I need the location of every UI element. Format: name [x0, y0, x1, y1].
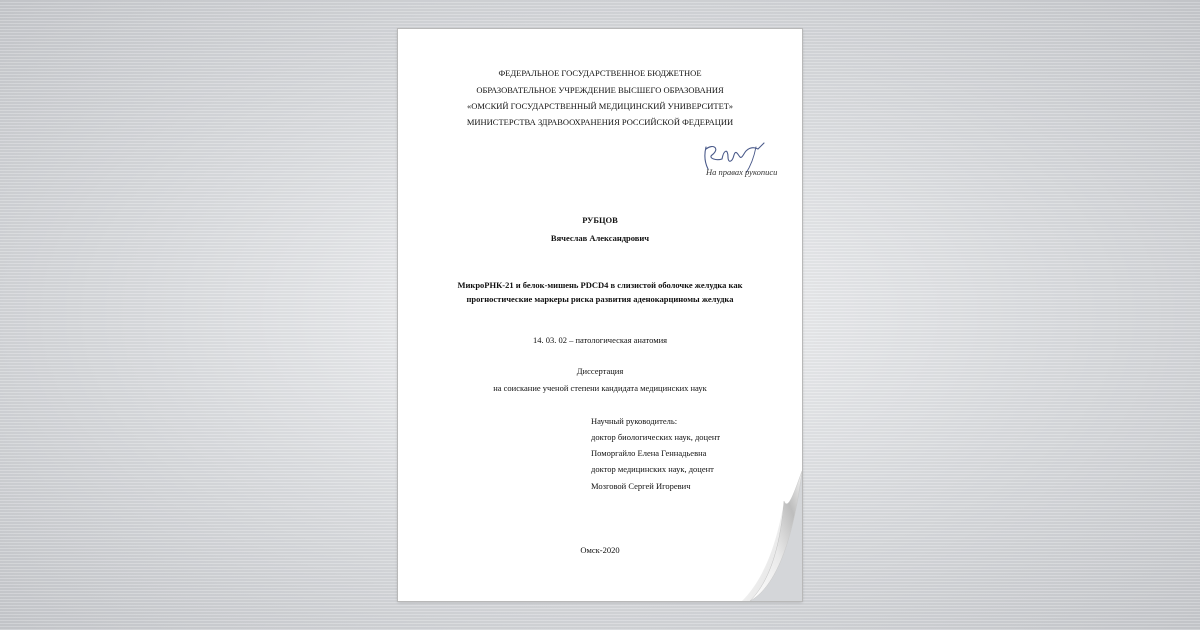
degree-purpose: на соискание ученой степени кандидата медицинских наук	[493, 383, 707, 393]
header-line-3: «ОМСКИЙ ГОСУДАРСТВЕННЫЙ МЕДИЦИНСКИЙ УНИВЕРСИТЕТ»	[466, 101, 734, 111]
dissertation-title-line-2: прогностические маркеры риска развития аденокарциномы желудка	[466, 294, 734, 304]
supervisor-1-name: Поморгайло Елена Геннадьевна	[591, 448, 707, 458]
page-curl-icon	[722, 471, 802, 601]
header-line-2: ОБРАЗОВАТЕЛЬНОЕ УЧРЕЖДЕНИЕ ВЫСШЕГО ОБРАЗОВАНИЯ	[476, 85, 724, 95]
author-given-names: Вячеслав Александрович	[550, 233, 650, 243]
supervisor-heading: Научный руководитель:	[591, 416, 678, 426]
supervisor-1-degree: доктор биологических наук, доцент	[591, 432, 721, 442]
document-page	[398, 29, 802, 601]
work-type: Диссертация	[576, 366, 624, 376]
supervisor-2-name: Мозговой Сергей Игоревич	[591, 481, 691, 491]
header-line-4: МИНИСТЕРСТВА ЗДРАВООХРАНЕНИЯ РОССИЙСКОЙ ФЕДЕРАЦИИ	[466, 117, 734, 127]
author-surname: РУБЦОВ	[582, 215, 618, 225]
manuscript-note: На правах рукописи	[706, 167, 778, 177]
supervisor-2-degree: доктор медицинских наук, доцент	[591, 464, 714, 474]
specialty-code: 14. 03. 02 – патологическая анатомия	[532, 335, 668, 345]
header-line-1: ФЕДЕРАЛЬНОЕ ГОСУДАРСТВЕННОЕ БЮДЖЕТНОЕ	[498, 68, 702, 78]
dissertation-title-line-1: МикроРНК-21 и белок-мишень PDCD4 в слизистой оболочке желудка как	[457, 280, 743, 290]
city-year: Омск-2020	[580, 545, 620, 555]
